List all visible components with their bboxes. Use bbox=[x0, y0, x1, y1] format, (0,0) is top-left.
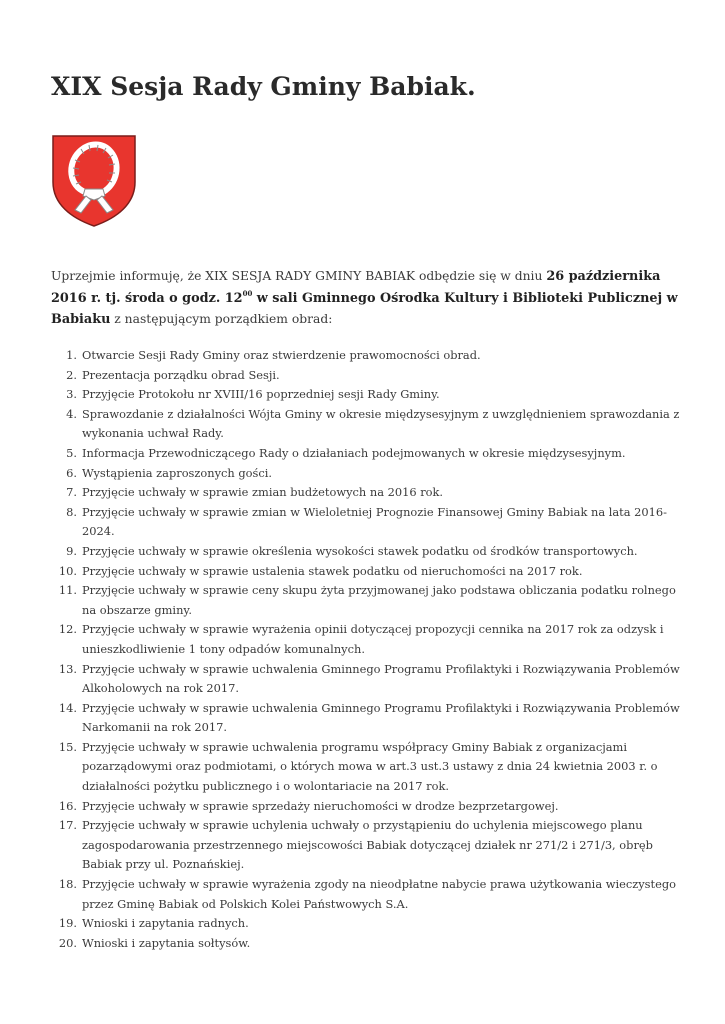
agenda-item bbox=[51, 875, 683, 914]
agenda-item bbox=[51, 542, 683, 562]
agenda-item-number: 7. bbox=[66, 485, 77, 500]
crest-shield bbox=[53, 136, 135, 226]
agenda-item bbox=[51, 405, 683, 444]
agenda-item bbox=[51, 620, 683, 659]
agenda-item-number: 14. bbox=[58, 700, 77, 715]
agenda-item-text: Przyjęcie uchwały w sprawie uchwalenia Gminnego Programu Profilaktyki i Rozwiązywania Problemów Narkomanii na rok 2017. bbox=[82, 700, 680, 735]
agenda-item-text: Przyjęcie uchwały w sprawie zmian w Wieloletniej Prognozie Finansowej Gminy Babiak na lata 2016-2024. bbox=[82, 504, 667, 539]
session-time-minutes: 00 bbox=[242, 288, 253, 298]
agenda-list bbox=[51, 346, 683, 953]
agenda-item bbox=[51, 699, 683, 738]
agenda-item-number: 12. bbox=[58, 622, 77, 637]
agenda-item-text: Informacja Przewodniczącego Rady o działaniach podejmowanych w okresie międzysesyjnym. bbox=[82, 445, 626, 460]
agenda-item-text: Przyjęcie uchwały w sprawie zmian budżetowych na 2016 rok. bbox=[82, 485, 444, 500]
agenda-item-number: 6. bbox=[66, 465, 77, 480]
agenda-item-number: 18. bbox=[58, 877, 77, 892]
session-place: w sali Gminnego Ośrodka Kultury i Biblioteki Publicznej w Babiaku bbox=[51, 290, 678, 327]
agenda-item-number: 20. bbox=[58, 935, 77, 950]
agenda-item-number: 4. bbox=[66, 406, 77, 421]
agenda-item-number: 2. bbox=[66, 367, 77, 382]
agenda-item-number: 5. bbox=[66, 445, 77, 460]
agenda-item-text: Przyjęcie uchwały w sprawie ceny skupu żyta przyjmowanej jako podstawa obliczania podatku rolnego na obszarze gminy. bbox=[82, 583, 676, 617]
session-date: 26 października 2016 r. tj. środa o godz. 12 bbox=[51, 269, 661, 306]
agenda-item bbox=[51, 503, 683, 542]
agenda-item-number: 9. bbox=[66, 543, 77, 558]
intro-text-end: z następującym porządkiem obrad: bbox=[110, 312, 333, 326]
agenda-item bbox=[51, 914, 683, 934]
agenda-item-text: Wnioski i zapytania sołtysów. bbox=[82, 935, 251, 950]
agenda-item bbox=[51, 464, 683, 484]
intro-text-start: Uprzejmie informuję, że XIX SESJA RADY GMINY BABIAK odbędzie się w dniu bbox=[51, 269, 547, 283]
agenda-item bbox=[51, 346, 683, 366]
agenda-item-text: Sprawozdanie z działalności Wójta Gminy w okresie międzysesyjnym z uwzględnieniem sprawozdania z wykonania uchwał Rady. bbox=[82, 406, 680, 441]
agenda-item bbox=[51, 816, 683, 875]
coat-of-arms-wreath-icon bbox=[51, 134, 137, 228]
agenda-item-number: 10. bbox=[58, 563, 77, 578]
agenda-item-text: Przyjęcie uchwały w sprawie wyrażenia zgody na nieodpłatne nabycie prawa użytkowania wieczystego przez Gminę Babiak od Polskich Kolei Państwowych S.A. bbox=[82, 877, 676, 911]
agenda-item-text: Przyjęcie uchwały w sprawie uchylenia uchwały o przystąpieniu do uchylenia miejscowego planu zagospodarowania przestrzennego miejscowości Babiak dotyczącej działek nr 271/2 i 271/3, obręb Babiak przy ul. Poznańskiej. bbox=[82, 818, 653, 872]
agenda-item bbox=[51, 660, 683, 699]
agenda-item-text: Przyjęcie uchwały w sprawie sprzedaży nieruchomości w drodze bezprzetargowej. bbox=[82, 798, 559, 813]
intro-paragraph bbox=[51, 266, 681, 331]
agenda-item-text: Przyjęcie uchwały w sprawie określenia wysokości stawek podatku od środków transportowych. bbox=[82, 543, 638, 558]
agenda-item bbox=[51, 562, 683, 582]
agenda-item-text: Otwarcie Sesji Rady Gminy oraz stwierdzenie prawomocności obrad. bbox=[82, 348, 481, 362]
agenda-item-number: 19. bbox=[58, 916, 77, 931]
agenda-item-text: Wystąpienia zaproszonych gości. bbox=[82, 465, 273, 480]
agenda-item-number: 11. bbox=[58, 583, 77, 598]
agenda-item bbox=[51, 483, 683, 503]
agenda-item-number: 15. bbox=[58, 739, 77, 754]
agenda-item-text: Przyjęcie uchwały w sprawie uchwalenia programu współpracy Gminy Babiak z organizacjami pozarządowymi oraz podmiotami, o których mowa w art.3 ust.3 ustawy z dnia 24 kwietnia 2003 r. o działalności pożytku publicznego i o wolontariacie na 2017 rok. bbox=[82, 739, 658, 794]
agenda-item-text: Przyjęcie uchwały w sprawie ustalenia stawek podatku od nieruchomości na 2017 rok. bbox=[82, 563, 583, 578]
agenda-item-number: 1. bbox=[66, 348, 77, 362]
agenda-item bbox=[51, 444, 683, 464]
agenda-item bbox=[51, 934, 683, 954]
agenda-item-text: Przyjęcie Protokołu nr XVIII/16 poprzedniej sesji Rady Gminy. bbox=[82, 387, 440, 402]
agenda-item-number: 8. bbox=[66, 504, 77, 519]
agenda-item-number: 13. bbox=[58, 661, 77, 676]
agenda-item-text: Przyjęcie uchwały w sprawie wyrażenia opinii dotyczącej propozycji cennika na 2017 rok za odzysk i unieszkodliwienie 1 tony odpadów komunalnych. bbox=[82, 622, 664, 656]
agenda-item bbox=[51, 797, 683, 817]
page-title: XIX Sesja Rady Gminy Babiak. bbox=[51, 72, 476, 101]
agenda-item bbox=[51, 385, 683, 405]
agenda-item bbox=[51, 738, 683, 797]
agenda-item-number: 3. bbox=[66, 387, 77, 402]
agenda-item-number: 16. bbox=[58, 798, 77, 813]
agenda-item-text: Przyjęcie uchwały w sprawie uchwalenia Gminnego Programu Profilaktyki i Rozwiązywania Problemów Alkoholowych na rok 2017. bbox=[82, 661, 680, 696]
agenda-item bbox=[51, 581, 683, 620]
agenda-item-text: Wnioski i zapytania radnych. bbox=[82, 916, 249, 931]
agenda-item bbox=[51, 366, 683, 386]
agenda-item-text: Prezentacja porządku obrad Sesji. bbox=[82, 367, 280, 382]
agenda-item-number: 17. bbox=[58, 818, 77, 833]
